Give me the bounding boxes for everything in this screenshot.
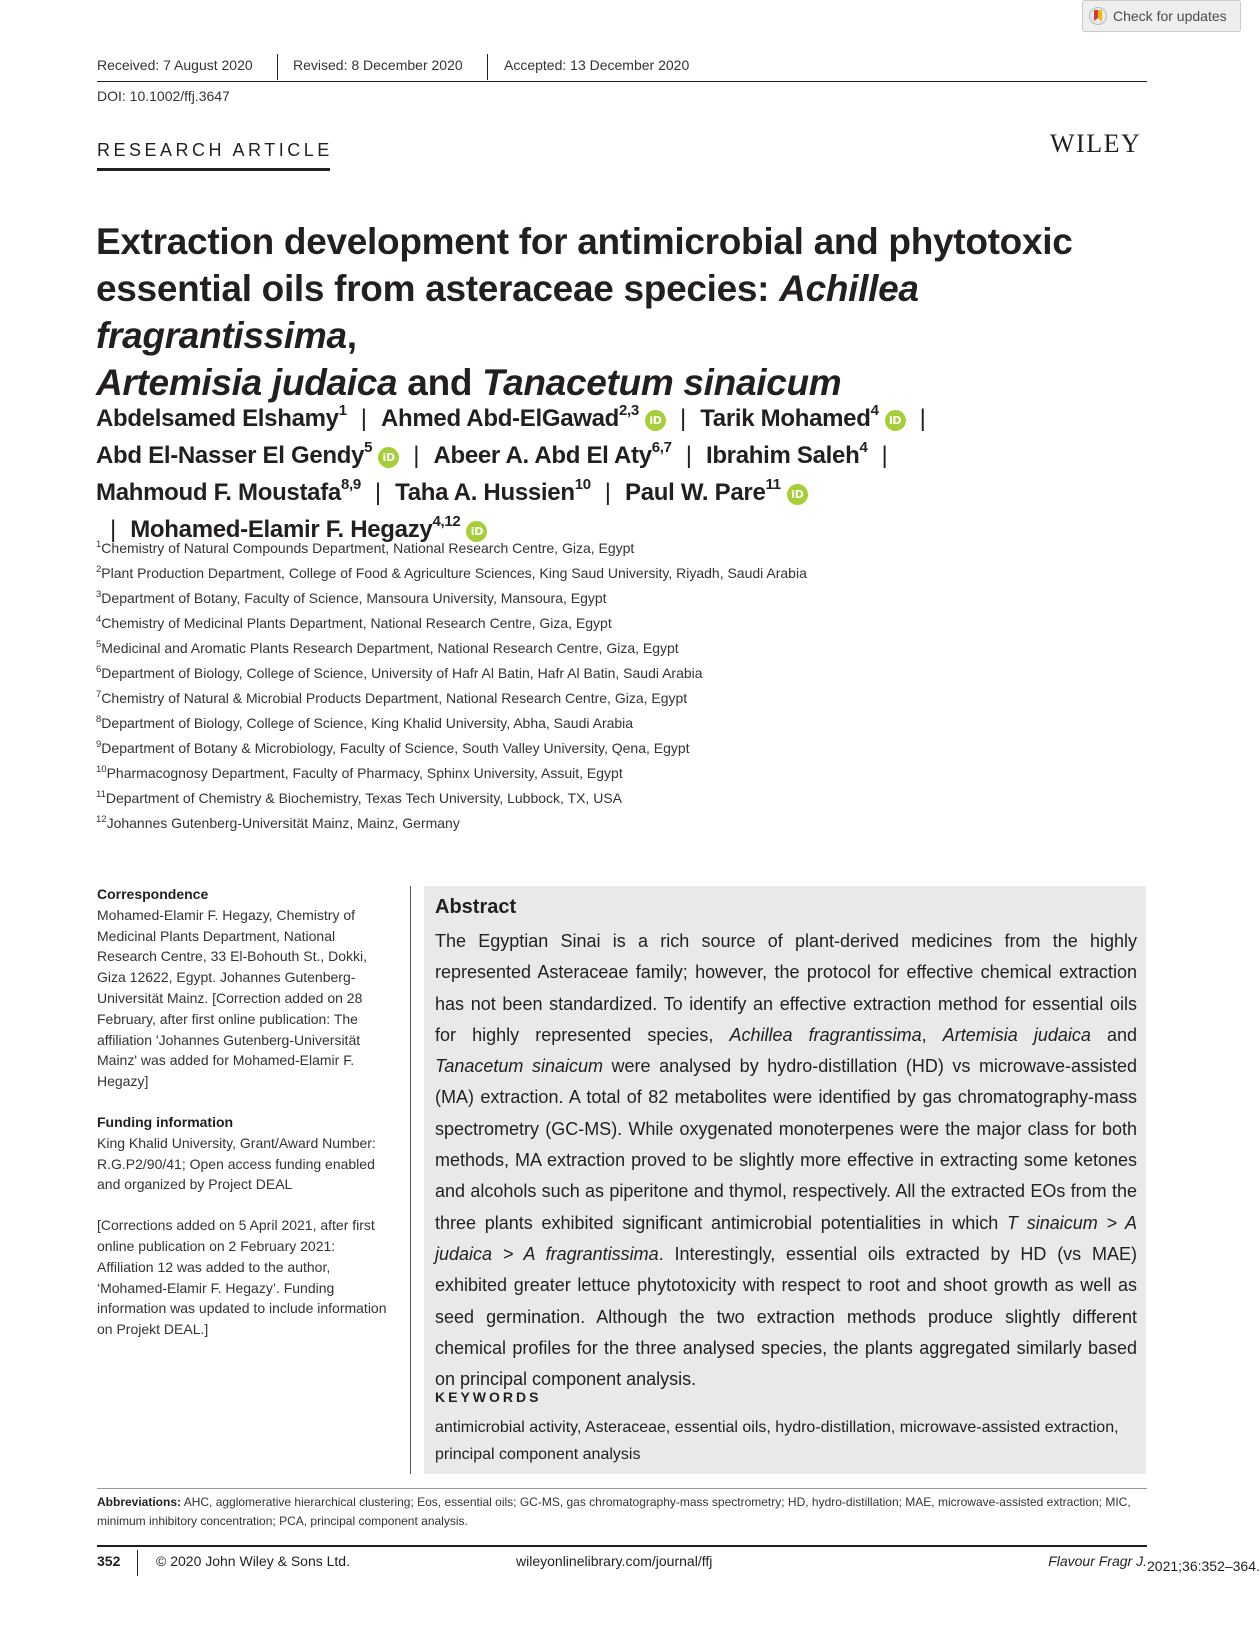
orcid-icon[interactable]: iD [885, 410, 906, 431]
article-dates [97, 57, 1147, 81]
accepted-date: Accepted: 13 December 2020 [504, 57, 690, 73]
author-line-3: Mahmoud F. Moustafa$^{8,9}$ | Taha A. Hussien$^{10}$ | Paul W. Pare$^{11}$iD| Mohamed-Elamir F. Hegazy$^{4,12}$iD [96, 474, 1196, 548]
author-line-1: Abdelsamed Elshamy$^1$ | Ahmed Abd-ElGawad$^{2,3}$iD | Tarik Mohamed$^4$iD | [96, 402, 926, 432]
author[interactable]: Ibrahim Saleh$^4$ [705, 439, 868, 469]
header-rule [97, 81, 1147, 82]
journal-url[interactable]: wileyonlinelibrary.com/journal/ffj [516, 1553, 713, 1569]
funding-block [97, 1112, 387, 1195]
affiliation: $^8$Department of Biology, College of Science, King Khalid University, Abha, Saudi Arabia [96, 714, 634, 731]
abstract-text: The Egyptian Sinai is a rich source of plant-derived medicines from the highly represented Asteraceae family; however, the protocol for effective chemical extraction has not been standardized. To identify an effective extraction method for essential oils for highly represented species, Achillea fragrantissima, Artemisia judaica and Tanacetum sinaicum were analysed by hydro-distillation (HD) vs microwave-assisted (MA) extraction. A total of 82 metabolites were identified by gas chromatography-mass spectrometry (GC-MS). While oxygenated monoterpenes were the major class for both methods, MA extraction proved to be slightly more effective in extracting some ketones and alcohols such as piperitone and thymol, respectively. All the extracted EOs from the three plants exhibited significant antimicrobial potentialities in which T sinaicum > A judaica > A fragrantissima. Interestingly, essential oils extracted by HD (vs MAE) exhibited greater lettuce phytotoxicity with respect to root and shoot growth as well as seed germination. Although the two extraction methods produce slightly different chemical profiles for the three analysed species, the plants aggregated similarly based on principal component analysis. [435, 931, 1138, 1390]
affiliation: $^5$Medicinal and Aromatic Plants Research Department, National Research Centre, Giza, Egypt [96, 639, 679, 656]
check-for-updates-label: Check for updates [1113, 8, 1227, 24]
abstract-heading: Abstract [435, 896, 517, 918]
orcid-icon[interactable]: iD [378, 447, 399, 468]
orcid-icon[interactable]: iD [466, 521, 487, 542]
footer-rule [97, 1545, 1147, 1547]
keywords-text: antimicrobial activity, Asteraceae, essential oils, hydro-distillation, microwave-assisted extraction, principal component analysis [435, 1419, 1119, 1463]
affiliation: $^{11}$Department of Chemistry & Biochemistry, Texas Tech University, Lubbock, TX, USA [96, 789, 622, 806]
doi[interactable]: DOI: 10.1002/ffj.3647 [97, 88, 230, 104]
check-for-updates-button[interactable] [1082, 0, 1241, 32]
citation: Flavour Fragr J. 2021;36:352–364. [1048, 1553, 1260, 1574]
correspondence-heading: Correspondence [97, 886, 209, 902]
affiliation: $^3$Department of Botany, Faculty of Science, Mansoura University, Mansoura, Egypt [96, 589, 607, 606]
affiliation: $^{10}$Pharmacognosy Department, Faculty of Pharmacy, Sphinx University, Assuit, Egypt [96, 764, 623, 781]
title-line-3: Artemisia judaica and Tanacetum sinaicum [96, 362, 842, 403]
funding-heading: Funding information [97, 1113, 234, 1130]
author-list [96, 400, 1196, 548]
divider [137, 1550, 138, 1576]
affiliation: $^7$Chemistry of Natural & Microbial Products Department, National Research Centre, Giza, Egypt [96, 689, 688, 706]
divider [487, 54, 488, 80]
author[interactable]: Tarik Mohamed$^4$iD [700, 405, 905, 432]
column-divider [410, 886, 411, 1474]
corrections-note: [Corrections added on 5 April 2021, after first online publication on 2 February 2021: Affiliation 12 was added to the author, ‘Mohamed-Elamir F. Hegazy’. Funding information was updated to include information on Projekt DEAL.] [97, 1217, 387, 1338]
abbreviations: Abbreviations: AHC, agglomerative hierarchical clustering; Eos, essential oils; GC-MS, gas chromatography-mass spectrometry; HD, hydro-distillation; MAE, microwave-assisted extraction; MIC, minimum inhibitory concentration; PCA, principal component analysis. [97, 1495, 1131, 1528]
page-footer [97, 1548, 1260, 1576]
title-line-1: Extraction development for antimicrobial and phytotoxic [96, 221, 1073, 262]
funding-text: King Khalid University, Grant/Award Number: R.G.P2/90/41; Open access funding enabled and organized by Project DEAL [97, 1134, 376, 1193]
orcid-icon[interactable]: iD [645, 410, 666, 431]
affiliation: $^6$Department of Biology, College of Science, University of Hafr Al Batin, Hafr Al Batin, Saudi Arabia [96, 664, 703, 681]
copyright: © 2020 John Wiley & Sons Ltd. [156, 1553, 350, 1569]
correspondence-block [97, 884, 387, 1092]
author[interactable]: Abeer A. Abd El Aty$^{6,7}$ [433, 439, 672, 469]
author[interactable]: Ahmed Abd-ElGawad$^{2,3}$iD [381, 405, 666, 432]
keywords-heading: KEYWORDS [435, 1389, 542, 1405]
affiliation: $^4$Chemistry of Medicinal Plants Department, National Research Centre, Giza, Egypt [96, 614, 612, 631]
author-line-2: Abd El-Nasser El Gendy$^5$iD | Abeer A. Abd El Aty$^{6,7}$ | Ibrahim Saleh$^4$ | [96, 439, 888, 469]
author[interactable]: Taha A. Hussien$^{10}$ [395, 476, 591, 506]
page-number: 352 [97, 1553, 121, 1569]
divider [277, 54, 278, 80]
affiliation: $^1$Chemistry of Natural Compounds Department, National Research Centre, Giza, Egypt [96, 539, 635, 556]
author[interactable]: Mohamed-Elamir F. Hegazy$^{4,12}$iD [130, 516, 487, 543]
abbreviations-rule [97, 1488, 1147, 1489]
affiliation: $^9$Department of Botany & Microbiology, Faculty of Science, South Valley University, Qena, Egypt [96, 739, 690, 756]
title-line-2: essential oils from asteraceae species: Achillea fragrantissima, [96, 268, 919, 356]
author[interactable]: Abd El-Nasser El Gendy$^5$iD [96, 442, 399, 469]
received-date: Received: 7 August 2020 [97, 57, 253, 73]
orcid-icon[interactable]: iD [787, 484, 808, 505]
publisher-logo: WILEY [1050, 129, 1142, 158]
author[interactable]: Abdelsamed Elshamy$^1$ [96, 402, 347, 432]
affiliation: $^{12}$Johannes Gutenberg-Universität Mainz, Mainz, Germany [96, 814, 460, 831]
article-title [96, 218, 1186, 406]
author[interactable]: Paul W. Pare$^{11}$iD [625, 479, 808, 506]
affiliation-list [96, 540, 996, 840]
affiliation: $^2$Plant Production Department, College of Food & Agriculture Sciences, King Saud University, Riyadh, Saudi Arabia [96, 564, 807, 581]
article-type-underline [97, 168, 330, 171]
author[interactable]: Mahmoud F. Moustafa$^{8,9}$ [96, 476, 361, 506]
sidebar-info [97, 884, 387, 1360]
crossmark-icon [1089, 7, 1107, 25]
article-type: RESEARCH ARTICLE [97, 140, 333, 160]
revised-date: Revised: 8 December 2020 [293, 57, 463, 73]
correspondence-text: Mohamed-Elamir F. Hegazy, Chemistry of Medicinal Plants Department, National Research Centre, 33 El-Bohouth St., Dokki, Giza 12622, Egypt. Johannes Gutenberg-Universität Mainz. [Correction added on 28 February, after first online publication: The affiliation 'Johannes Gutenberg-Universität Mainz' was added for Mohamed-Elamir F. Hegazy] [97, 906, 368, 1090]
